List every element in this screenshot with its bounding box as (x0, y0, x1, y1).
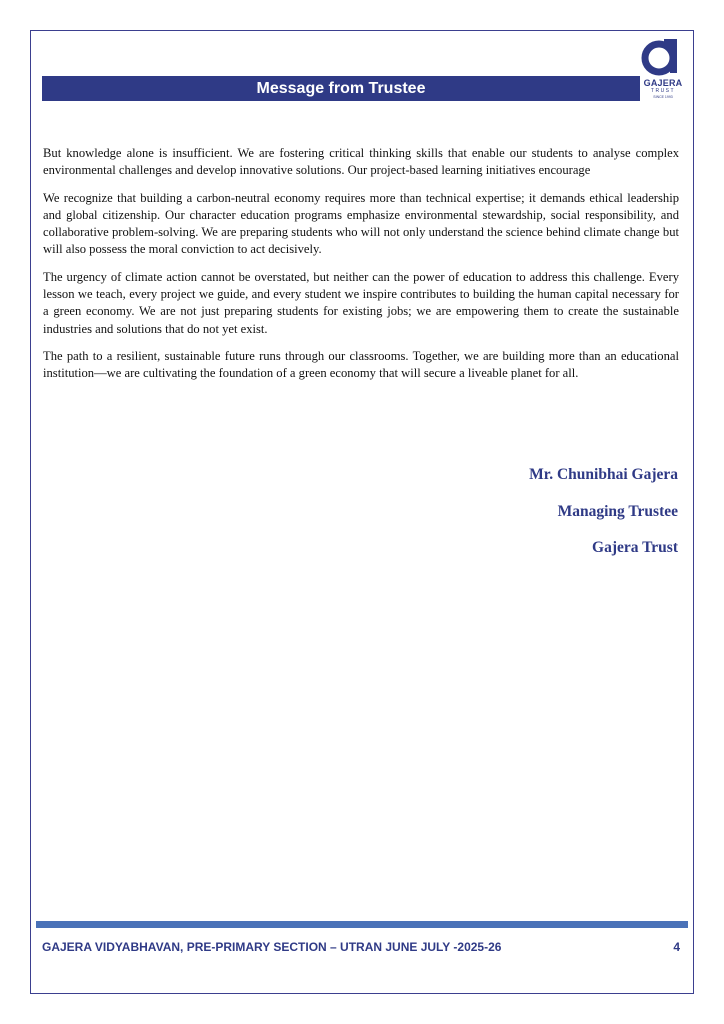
logo-name: GAJERA (643, 78, 683, 88)
paragraph: But knowledge alone is insufficient. We are fostering critical thinking skills that enable our students to analyse complex environmental challenges and develop innovative solutions. Our project-based learning initiatives encourage (43, 146, 679, 178)
signatory-title: Managing Trustee (557, 503, 678, 520)
footer-bar (36, 921, 688, 928)
paragraph: The path to a resilient, sustainable future runs through our classrooms. Together, we are building more than an educational institution—we are cultivating the foundation of a green economy that will secure a liveable planet for all. (43, 348, 679, 381)
paragraph: We recognize that building a carbon-neutral economy requires more than technical expertise; it demands ethical leadership and global citizenship. Our character education programs emphasize environmental stewardship, social responsibility, and collaborative problem-solving. We are preparing students who will not only understand the science behind climate change but will also possess the moral conviction to act decisively. (43, 190, 679, 257)
page-number: 4 (673, 940, 680, 954)
signatory-organization: Gajera Trust (592, 539, 678, 556)
footer-text: GAJERA VIDYABHAVAN, PRE-PRIMARY SECTION – UTRAN JUNE JULY -2025-26 (42, 940, 502, 954)
page-title-bar (42, 76, 640, 101)
logo-subtitle: TRUST (650, 88, 676, 94)
paragraph: The urgency of climate action cannot be overstated, but neither can the power of education to address this challenge. Every lesson we teach, every project we guide, and every student we inspire contributes to building the human capital necessary for a green economy. We are not just preparing students for existing jobs; we are empowering them to create the sustainable industries and solutions that do not yet exist. (43, 269, 679, 336)
signature-block (529, 466, 678, 557)
logo-since: SINCE 1993 (653, 95, 673, 99)
message-body (43, 145, 679, 393)
gajera-trust-logo (640, 36, 686, 102)
page-title: Message from Trustee (256, 80, 426, 97)
logo-mark-icon (640, 36, 686, 78)
signatory-name: Mr. Chunibhai Gajera (529, 466, 678, 483)
